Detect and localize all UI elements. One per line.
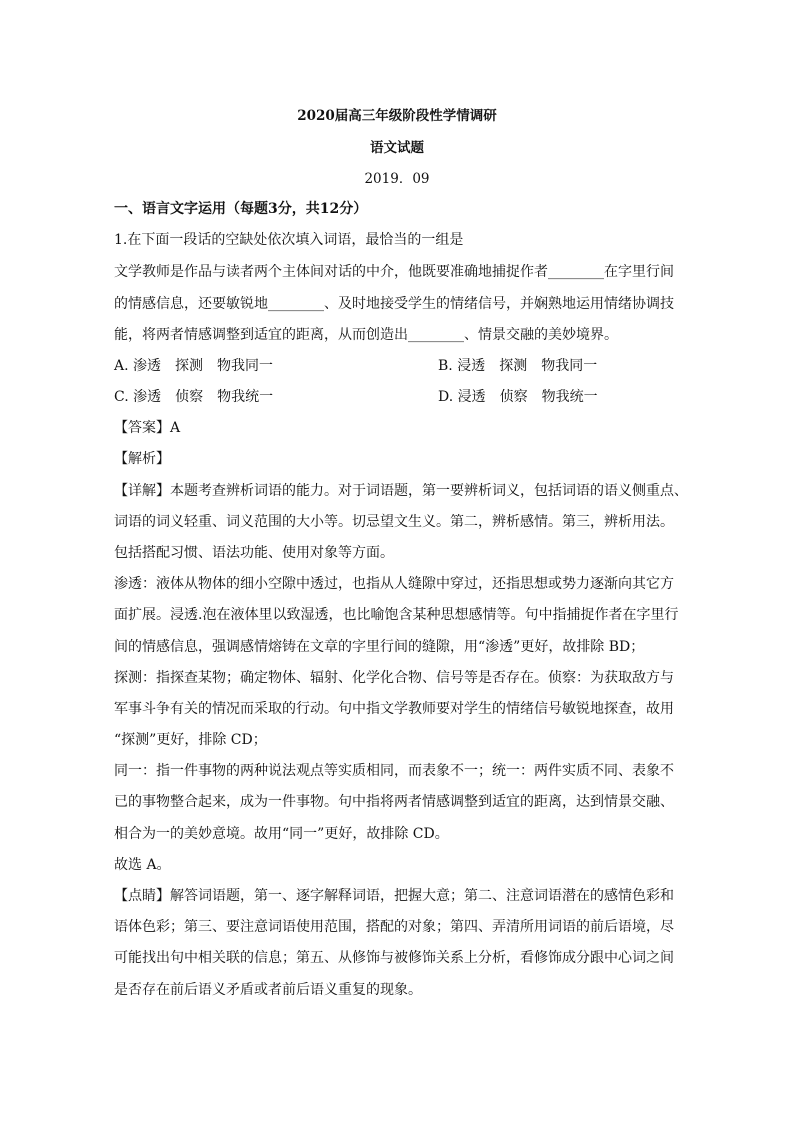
analysis-line: 相合为一的美妙意境。故用“同一”更好，故排除 CD。 <box>114 826 449 842</box>
exam-title: 2020届高三年级阶段性学情调研 <box>297 108 497 124</box>
passage-line: 文学教师是作品与读者两个主体间对话的中介，他既要准确地捕捉作者________在字里行间 <box>114 264 674 280</box>
analysis-line: 语体色彩；第三、要注意词语使用范围，搭配的对象；第四、弄清所用词语的前后语境，尽 <box>114 919 674 935</box>
analysis-line: 探测：指探查某物；确定物体、辐射、化学化合物、信号等是否存在。侦察：为获取敌方与 <box>114 670 674 686</box>
analysis-line: 可能找出句中相关联的信息；第五、从修饰与被修饰关系上分析，看修饰成分跟中心词之间 <box>114 950 674 966</box>
analysis-line: 同一：指一件事物的两种说法观点等实质相同，而表象不一；统一：两件实质不同、表象不 <box>114 763 674 779</box>
analysis-line: 已的事物整合起来，成为一件事物。句中指将两者情感调整到适宜的距离，达到情景交融、 <box>114 794 674 810</box>
answer: 【答案】A <box>114 420 181 436</box>
analysis-line: 故选 A。 <box>114 857 171 873</box>
option-d: D. 浸透 侦察 物我统一 <box>438 389 598 405</box>
analysis-label: 【解析】 <box>114 451 170 467</box>
section-heading: 一、语言文字运用（每题3分，共12分） <box>114 201 368 217</box>
analysis-line: 渗透：液体从物体的细小空隙中透过，也指从人缝隙中穿过，还指思想或势力逐渐向其它方 <box>114 576 674 592</box>
option-c: C. 渗透 侦察 物我统一 <box>114 389 274 405</box>
analysis-line: 是否存在前后语义矛盾或者前后语义重复的现象。 <box>114 982 422 998</box>
question-stem: 1.在下面一段话的空缺处依次填入词语，最恰当的一组是 <box>114 232 464 248</box>
passage-line: 的情感信息，还要敏锐地________、及时地接受学生的情绪信号，并娴熟地运用情绪协调技 <box>114 296 674 312</box>
analysis-line: 间的情感信息，强调感情熔铸在文章的字里行间的缝隙，用“渗透”更好，故排除 BD； <box>114 639 645 655</box>
analysis-line: 军事斗争有关的情况而采取的行动。句中指文学教师要对学生的情绪信号敏锐地探查，故用 <box>114 701 674 717</box>
option-a: A. 渗透 探测 物我同一 <box>114 358 274 374</box>
analysis-line: 词语的词义轻重、词义范围的大小等。切忌望文生义。第二，辨析感情。第三，辨析用法。 <box>114 514 674 530</box>
exam-date: 2019．09 <box>364 171 430 187</box>
option-b: B. 浸透 探测 物我同一 <box>438 358 598 374</box>
analysis-line: 包括搭配习惯、语法功能、使用对象等方面。 <box>114 545 394 561</box>
analysis-line: “探测”更好，排除 CD； <box>114 732 267 748</box>
passage-line: 能，将两者情感调整到适宜的距离，从而创造出________、情景交融的美妙境界。 <box>114 327 618 343</box>
analysis-line: 面扩展。浸透.泡在液体里以致湿透，也比喻饱含某种思想感情等。句中指捕捉作者在字里行 <box>114 607 679 623</box>
analysis-line: 【点睛】解答词语题，第一、逐字解释词语，把握大意；第二、注意词语潜在的感情色彩和 <box>114 888 674 904</box>
analysis-line: 【详解】本题考查辨析词语的能力。对于词语题，第一要辨析词义，包括词语的语义侧重点、 <box>114 483 688 499</box>
exam-subtitle: 语文试题 <box>370 140 424 156</box>
